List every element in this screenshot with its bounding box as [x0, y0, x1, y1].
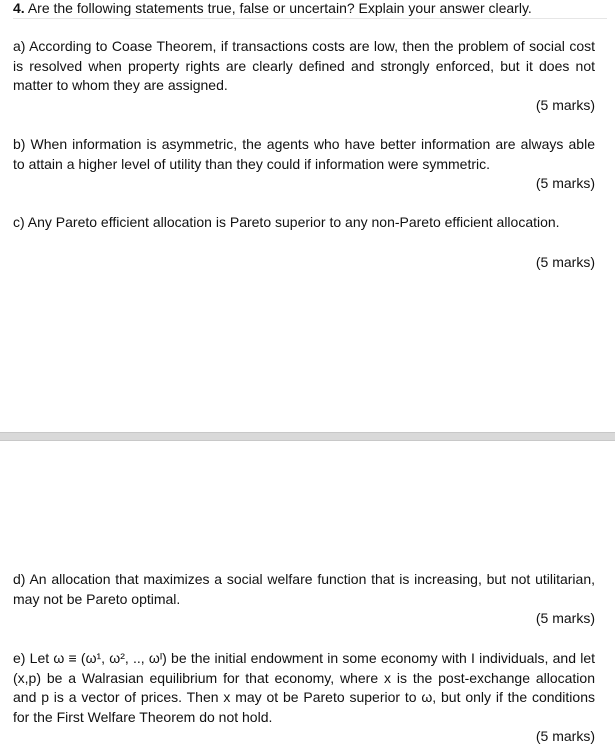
question-heading [13, 0, 532, 19]
part-c-marks: (5 marks) [535, 254, 595, 270]
part-d-marks: (5 marks) [535, 610, 595, 626]
part-b-marks: (5 marks) [535, 175, 595, 191]
part-e-text: e) Let ω ≡ (ω¹, ω², .., ωᴵ) be the initial endowment in some economy with I individuals, and let (x,p) be a Walrasian equilibrium for that economy, where x is the post-exchange allocation and p is a vector of prices. Then x may ot be Pareto superior to ω, but only if the conditions for the First Welfare Theorem do not hold. [13, 650, 595, 725]
page-break [0, 432, 615, 441]
part-a-marks: (5 marks) [535, 97, 595, 113]
part-e-marks: (5 marks) [535, 728, 595, 744]
part-b-text: b) When information is asymmetric, the agents who have better information are always able to attain a higher level of utility than they could if information were symmetric. [13, 136, 595, 172]
part-c-text: c) Any Pareto efficient allocation is Pareto superior to any non-Pareto efficient allocation. [13, 214, 560, 230]
part-a-text: a) According to Coase Theorem, if transactions costs are low, then the problem of social cost is resolved when property rights are clearly defined and strongly enforced, but it does not matter to whom they are assigned. [13, 38, 595, 93]
question-title: Are the following statements true, false or uncertain? Explain your answer clearly. [27, 0, 532, 16]
part-d-text: d) An allocation that maximizes a social welfare function that is increasing, but not utilitarian, may not be Pareto optimal. [13, 571, 595, 607]
question-number: 4. [13, 0, 25, 16]
page-2 [0, 441, 615, 746]
